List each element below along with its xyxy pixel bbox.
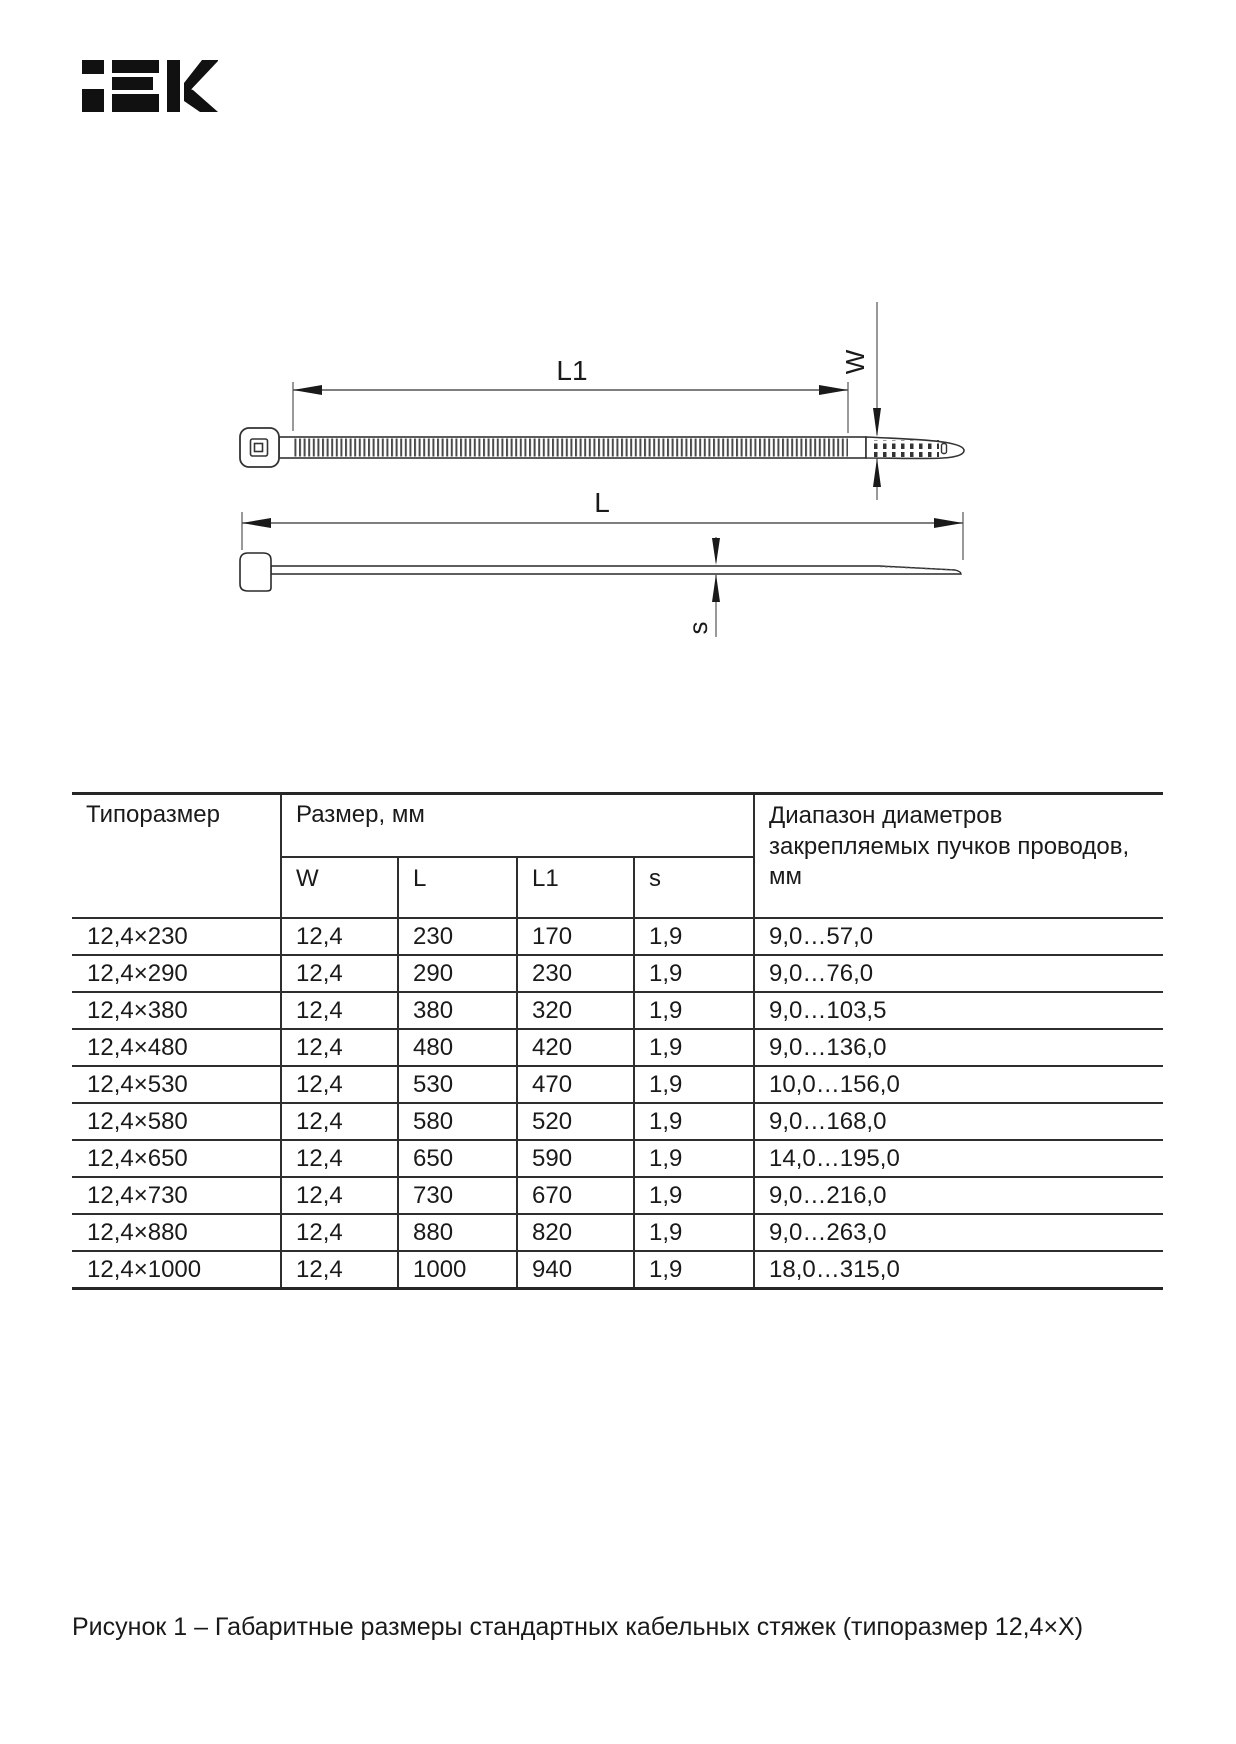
header-diameter-range-line2: закрепляемых пучков проводов, мм [769, 832, 1130, 891]
header-diameter-range [754, 794, 1163, 919]
cell-typesize: 12,4×480 [72, 1029, 281, 1066]
cell-value: 10,0…156,0 [754, 1066, 1163, 1103]
cell-typesize: 12,4×380 [72, 992, 281, 1029]
cell-value: 1,9 [634, 1066, 754, 1103]
cell-value: 1,9 [634, 1140, 754, 1177]
cell-typesize: 12,4×650 [72, 1140, 281, 1177]
header-diameter-range-line1: Диапазон диаметров [769, 802, 1003, 829]
cell-value: 420 [517, 1029, 634, 1066]
cell-value: 12,4 [281, 1251, 398, 1289]
figure-caption: Рисунок 1 – Габаритные размеры стандартных кабельных стяжек (типоразмер 12,4×X) [72, 1613, 1084, 1641]
cell-value: 9,0…168,0 [754, 1103, 1163, 1140]
table-row [72, 1103, 1163, 1140]
cell-value: 670 [517, 1177, 634, 1214]
subheader-w: W [281, 857, 398, 918]
cell-value: 520 [517, 1103, 634, 1140]
table-row [72, 1029, 1163, 1066]
label-w: W [840, 349, 870, 375]
cell-value: 12,4 [281, 918, 398, 955]
dimension-l [242, 487, 963, 560]
cell-value: 470 [517, 1066, 634, 1103]
cell-value: 1,9 [634, 1251, 754, 1289]
cell-value: 290 [398, 955, 517, 992]
table-row [72, 1177, 1163, 1214]
label-s: s [683, 621, 713, 635]
cell-value: 1,9 [634, 1103, 754, 1140]
cell-value: 12,4 [281, 1177, 398, 1214]
table-row [72, 1251, 1163, 1289]
cell-value: 730 [398, 1177, 517, 1214]
cell-value: 480 [398, 1029, 517, 1066]
label-l1: L1 [556, 355, 588, 386]
cable-tie-drawing [0, 0, 1236, 700]
dimension-l1 [293, 355, 848, 433]
header-size-mm: Размер, мм [281, 794, 754, 858]
cable-tie-top-view [240, 428, 964, 467]
subheader-s: s [634, 857, 754, 918]
cell-value: 9,0…216,0 [754, 1177, 1163, 1214]
table-row [72, 1066, 1163, 1103]
cell-value: 880 [398, 1214, 517, 1251]
cell-typesize: 12,4×530 [72, 1066, 281, 1103]
dimension-s [683, 537, 720, 637]
cell-value: 1,9 [634, 1214, 754, 1251]
cell-value: 580 [398, 1103, 517, 1140]
table-row [72, 992, 1163, 1029]
cell-value: 1,9 [634, 1177, 754, 1214]
cell-value: 12,4 [281, 1214, 398, 1251]
table-row [72, 1214, 1163, 1251]
cell-value: 230 [517, 955, 634, 992]
table-header-row [72, 794, 1163, 858]
cell-value: 1,9 [634, 918, 754, 955]
cell-value: 12,4 [281, 1140, 398, 1177]
cell-value: 530 [398, 1066, 517, 1103]
cell-typesize: 12,4×230 [72, 918, 281, 955]
cell-typesize: 12,4×880 [72, 1214, 281, 1251]
cell-value: 820 [517, 1214, 634, 1251]
cell-typesize: 12,4×1000 [72, 1251, 281, 1289]
cell-typesize: 12,4×730 [72, 1177, 281, 1214]
cell-value: 940 [517, 1251, 634, 1289]
subheader-l1: L1 [517, 857, 634, 918]
cell-value: 12,4 [281, 1066, 398, 1103]
cell-value: 9,0…76,0 [754, 955, 1163, 992]
cell-value: 170 [517, 918, 634, 955]
cell-value: 320 [517, 992, 634, 1029]
cell-value: 12,4 [281, 1103, 398, 1140]
cable-tie-side-view [240, 553, 961, 591]
cell-typesize: 12,4×290 [72, 955, 281, 992]
cell-value: 1,9 [634, 1029, 754, 1066]
cell-value: 590 [517, 1140, 634, 1177]
cell-value: 1000 [398, 1251, 517, 1289]
table-row [72, 918, 1163, 955]
cell-value: 650 [398, 1140, 517, 1177]
cell-value: 9,0…263,0 [754, 1214, 1163, 1251]
size-table [72, 792, 1163, 1290]
cell-value: 380 [398, 992, 517, 1029]
header-typesize: Типоразмер [86, 801, 220, 828]
subheader-l: L [398, 857, 517, 918]
cell-value: 9,0…103,5 [754, 992, 1163, 1029]
table-row [72, 955, 1163, 992]
label-l: L [594, 487, 610, 518]
size-table-body [72, 918, 1163, 1289]
cell-value: 230 [398, 918, 517, 955]
cell-value: 1,9 [634, 992, 754, 1029]
cell-value: 9,0…136,0 [754, 1029, 1163, 1066]
cell-value: 12,4 [281, 955, 398, 992]
cell-value: 9,0…57,0 [754, 918, 1163, 955]
cell-value: 18,0…315,0 [754, 1251, 1163, 1289]
dimension-w [840, 302, 881, 500]
cell-value: 14,0…195,0 [754, 1140, 1163, 1177]
cell-value: 12,4 [281, 1029, 398, 1066]
cell-typesize: 12,4×580 [72, 1103, 281, 1140]
cell-value: 12,4 [281, 992, 398, 1029]
cell-value: 1,9 [634, 955, 754, 992]
table-row [72, 1140, 1163, 1177]
